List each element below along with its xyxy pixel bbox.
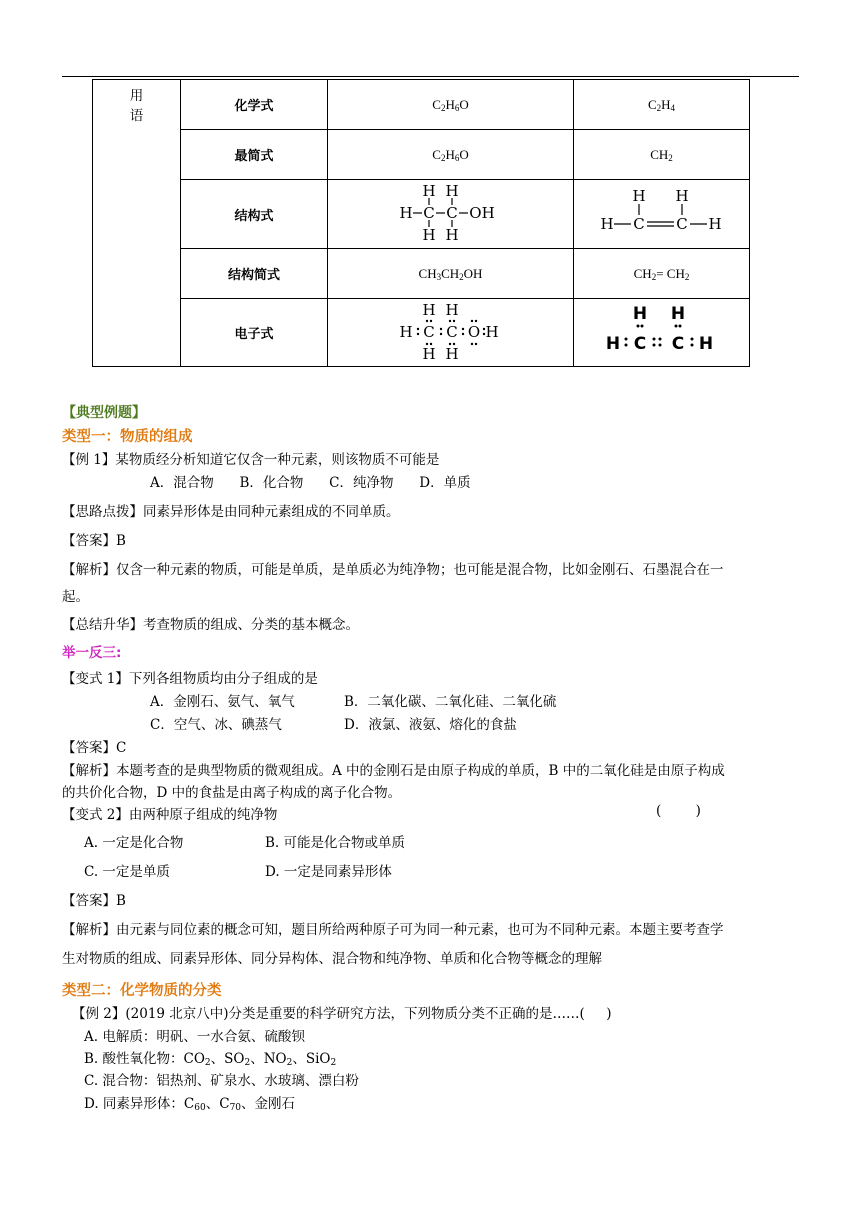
svg-text:H: H [444, 300, 459, 319]
ethanol-simplest: $C_2H_6O$ [328, 130, 574, 180]
example1-analysis-line1: 【解析】仅含一种元素的物质，可能是单质，是单质必为纯净物；也可能是混合物，比如金刚石、石墨混合在一 [62, 562, 724, 578]
svg-text:H: H [398, 204, 413, 222]
variant2-analysis-line1: 【解析】由元素与同位素的概念可知，题目所给两种原子可为同一种元素，也可为不同种元素。本题主要考查学 [62, 922, 724, 938]
svg-text:C: C [422, 204, 435, 222]
svg-text:C: C [422, 322, 435, 341]
example1-answer: 【答案】B [62, 533, 126, 549]
example2-option-b: B. 酸性氧化物：$CO_2$、$SO_2$、$NO_2$、SiO$_2$ [84, 1051, 337, 1068]
svg-text:C: C [445, 322, 458, 341]
svg-text:H: H [674, 187, 689, 205]
svg-text:O: O [467, 322, 480, 341]
example2-option-a: A. 电解质：明矾、一水合氨、硫酸钡 [84, 1029, 305, 1045]
row-label-formula: 化学式 [181, 80, 328, 130]
variant1-analysis-line2: 的共价化合物，D 中的食盐是由离子构成的离子化合物。 [62, 785, 402, 801]
ethanol-electron-formula [328, 299, 574, 367]
svg-text:H: H [599, 215, 614, 233]
ethylene-structural-diagram [597, 187, 727, 237]
ethylene-electron-formula [574, 299, 750, 367]
svg-text:H: H [398, 322, 413, 341]
svg-text:H: H [421, 182, 436, 200]
variant1-analysis-line1: 【解析】本题考查的是典型物质的微观组成。A 中的金刚石是由原子构成的单质，B 中的二氧化硅是由原子构成 [62, 763, 725, 779]
ethylene-structural-formula [574, 180, 750, 249]
svg-text:C: C [671, 334, 684, 354]
variant1-option-b: B．二氧化碳、二氧化硅、二氧化硫 [344, 694, 557, 710]
svg-text:H: H [670, 304, 685, 324]
variant2-question: 【变式 2】由两种原子组成的纯净物 [62, 807, 278, 823]
row-label-simplest: 最简式 [181, 130, 328, 180]
svg-text:H: H [444, 344, 459, 361]
ethanol-formula: $C_2H_6O$ [328, 80, 574, 130]
row-label-electron: 电子式 [181, 299, 328, 367]
section-title: 【典型例题】 [62, 405, 146, 421]
example1-summary: 【总结升华】考查物质的组成、分类的基本概念。 [62, 617, 359, 633]
svg-text:H: H [444, 226, 459, 242]
svg-text:H: H [698, 334, 713, 354]
row-label-condensed: 结构简式 [181, 249, 328, 299]
svg-text:C: C [675, 215, 688, 233]
svg-text:C: C [445, 204, 458, 222]
ethanol-lewis-diagram [396, 301, 506, 361]
ethylene-formula: $C_2H_4$ [574, 80, 750, 130]
type1-title: 类型一：物质的组成 [62, 429, 193, 445]
ethylene-simplest: $CH_2$ [574, 130, 750, 180]
svg-text:H: H [631, 187, 646, 205]
example1-question: 【例 1】某物质经分析知道它仅含一种元素，则该物质不可能是 [62, 452, 440, 468]
variant1-question: 【变式 1】下列各组物质均由分子组成的是 [62, 671, 318, 687]
svg-text:C: C [633, 334, 646, 354]
chemical-terms-table [92, 79, 750, 367]
variant2-option-b: B. 可能是化合物或单质 [265, 835, 406, 851]
ethanol-structural-diagram [396, 182, 506, 242]
variant1-option-a: A．金刚石、氨气、氧气 [150, 694, 295, 710]
example2-question: 【例 2】(2019 北京八中)分类是重要的科学研究方法，下列物质分类不正确的是……( ) [72, 1006, 612, 1022]
variant1-answer: 【答案】C [62, 740, 127, 756]
svg-text:C: C [632, 215, 645, 233]
example2-option-c: C. 混合物：铝热剂、矿泉水、水玻璃、漂白粉 [84, 1073, 359, 1089]
side-char-2: 语 [129, 108, 144, 124]
variant2-option-a: A. 一定是化合物 [84, 835, 184, 851]
ethylene-lewis-diagram [602, 303, 722, 358]
variant2-option-c: C. 一定是单质 [84, 864, 170, 880]
variant2-answer: 【答案】B [62, 893, 126, 909]
table-side-label [93, 80, 181, 367]
svg-text:H: H [444, 182, 459, 200]
variant2-paren: ( ) [656, 803, 701, 819]
variant1-option-d: D．液氯、液氨、熔化的食盐 [344, 717, 517, 733]
header-rule [62, 76, 799, 77]
svg-text:H: H [421, 300, 436, 319]
ethylene-condensed: $CH_2= CH_2$ [574, 249, 750, 299]
example2-option-d: D. 同素异形体：$C_{60}$、$C_{70}$、金刚石 [84, 1096, 296, 1113]
svg-text:H: H [707, 215, 722, 233]
row-label-structural: 结构式 [181, 180, 328, 249]
variant1-option-c: C．空气、冰、碘蒸气 [150, 717, 282, 733]
ethanol-structural-formula [328, 180, 574, 249]
practice-title: 举一反三: [62, 645, 122, 661]
example1-options: A．混合物 B．化合物 C．纯净物 D．单质 [150, 475, 471, 491]
svg-text:H: H [632, 304, 647, 324]
side-char-1: 用 [129, 88, 144, 104]
svg-text:OH: OH [468, 204, 495, 222]
variant2-option-d: D. 一定是同素异形体 [265, 864, 392, 880]
ethanol-condensed: $CH_3CH_2OH$ [328, 249, 574, 299]
example1-analysis-line2: 起。 [62, 589, 89, 605]
example1-hint: 【思路点拨】同素异形体是由同种元素组成的不同单质。 [62, 504, 400, 520]
svg-text:H: H [484, 322, 499, 341]
svg-text:H: H [421, 226, 436, 242]
variant2-analysis-line2: 生对物质的组成、同素异形体、同分异构体、混合物和纯净物、单质和化合物等概念的理解 [62, 951, 602, 967]
svg-text:H: H [421, 344, 436, 361]
svg-text:H: H [605, 334, 620, 354]
type2-title: 类型二：化学物质的分类 [62, 983, 222, 999]
